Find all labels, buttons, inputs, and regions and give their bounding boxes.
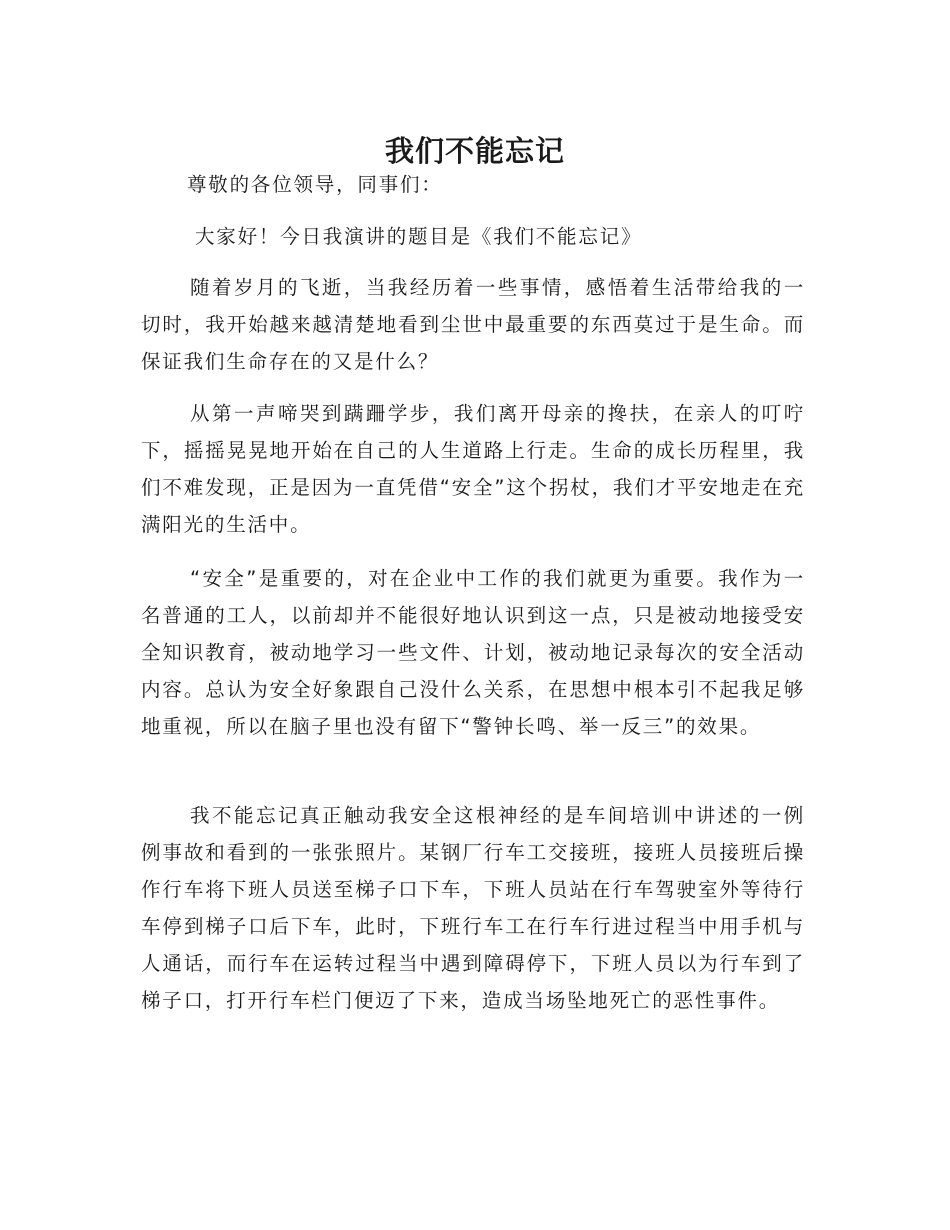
intro-paragraph: 大家好！今日我演讲的题目是《我们不能忘记》 <box>195 225 643 248</box>
body-paragraph-4: 我不能忘记真正触动我安全这根神经的是车间培训中讲述的一例例事故和看到的一张张照片。某钢厂行车工交接班，接班人员接班后操作行车将下班人员送至梯子口下车，下班人员站在行车驾驶室外等待行车停到梯子口后下车，此时，下班行车工在行车行进过程当中用手机与人通话，而行车在运转过程当中遇到障碍停下，下班人员以为行车到了梯子口，打开行车栏门便迈了下来，造成当场坠地死亡的恶性事件。 <box>141 804 805 1012</box>
greeting-paragraph: 尊敬的各位领导，同事们： <box>187 173 443 196</box>
document-title: 我们不能忘记 <box>384 134 565 169</box>
body-paragraph-1: 随着岁月的飞逝，当我经历着一些事情，感悟着生活带给我的一切时，我开始越来越清楚地看到尘世中最重要的东西莫过于是生命。而保证我们生命存在的又是什么？ <box>141 276 805 373</box>
body-paragraph-3: “安全”是重要的，对在企业中工作的我们就更为重要。我作为一名普通的工人，以前却并不能很好地认识到这一点，只是被动地接受安全知识教育，被动地学习一些文件、计划，被动地记录每次的安全活动内容。总认为安全好象跟自己没什么关系，在思想中根本引不起我足够地重视，所以在脑子里也没有留下“警钟长鸣、举一反三”的效果。 <box>141 567 805 738</box>
body-paragraph-2: 从第一声啼哭到蹒跚学步，我们离开母亲的搀扶，在亲人的叮咛下，摇摇晃晃地开始在自己的人生道路上行走。生命的成长历程里，我们不难发现，正是因为一直凭借“安全”这个拐杖，我们才平安地走在充满阳光的生活中。 <box>141 402 805 536</box>
